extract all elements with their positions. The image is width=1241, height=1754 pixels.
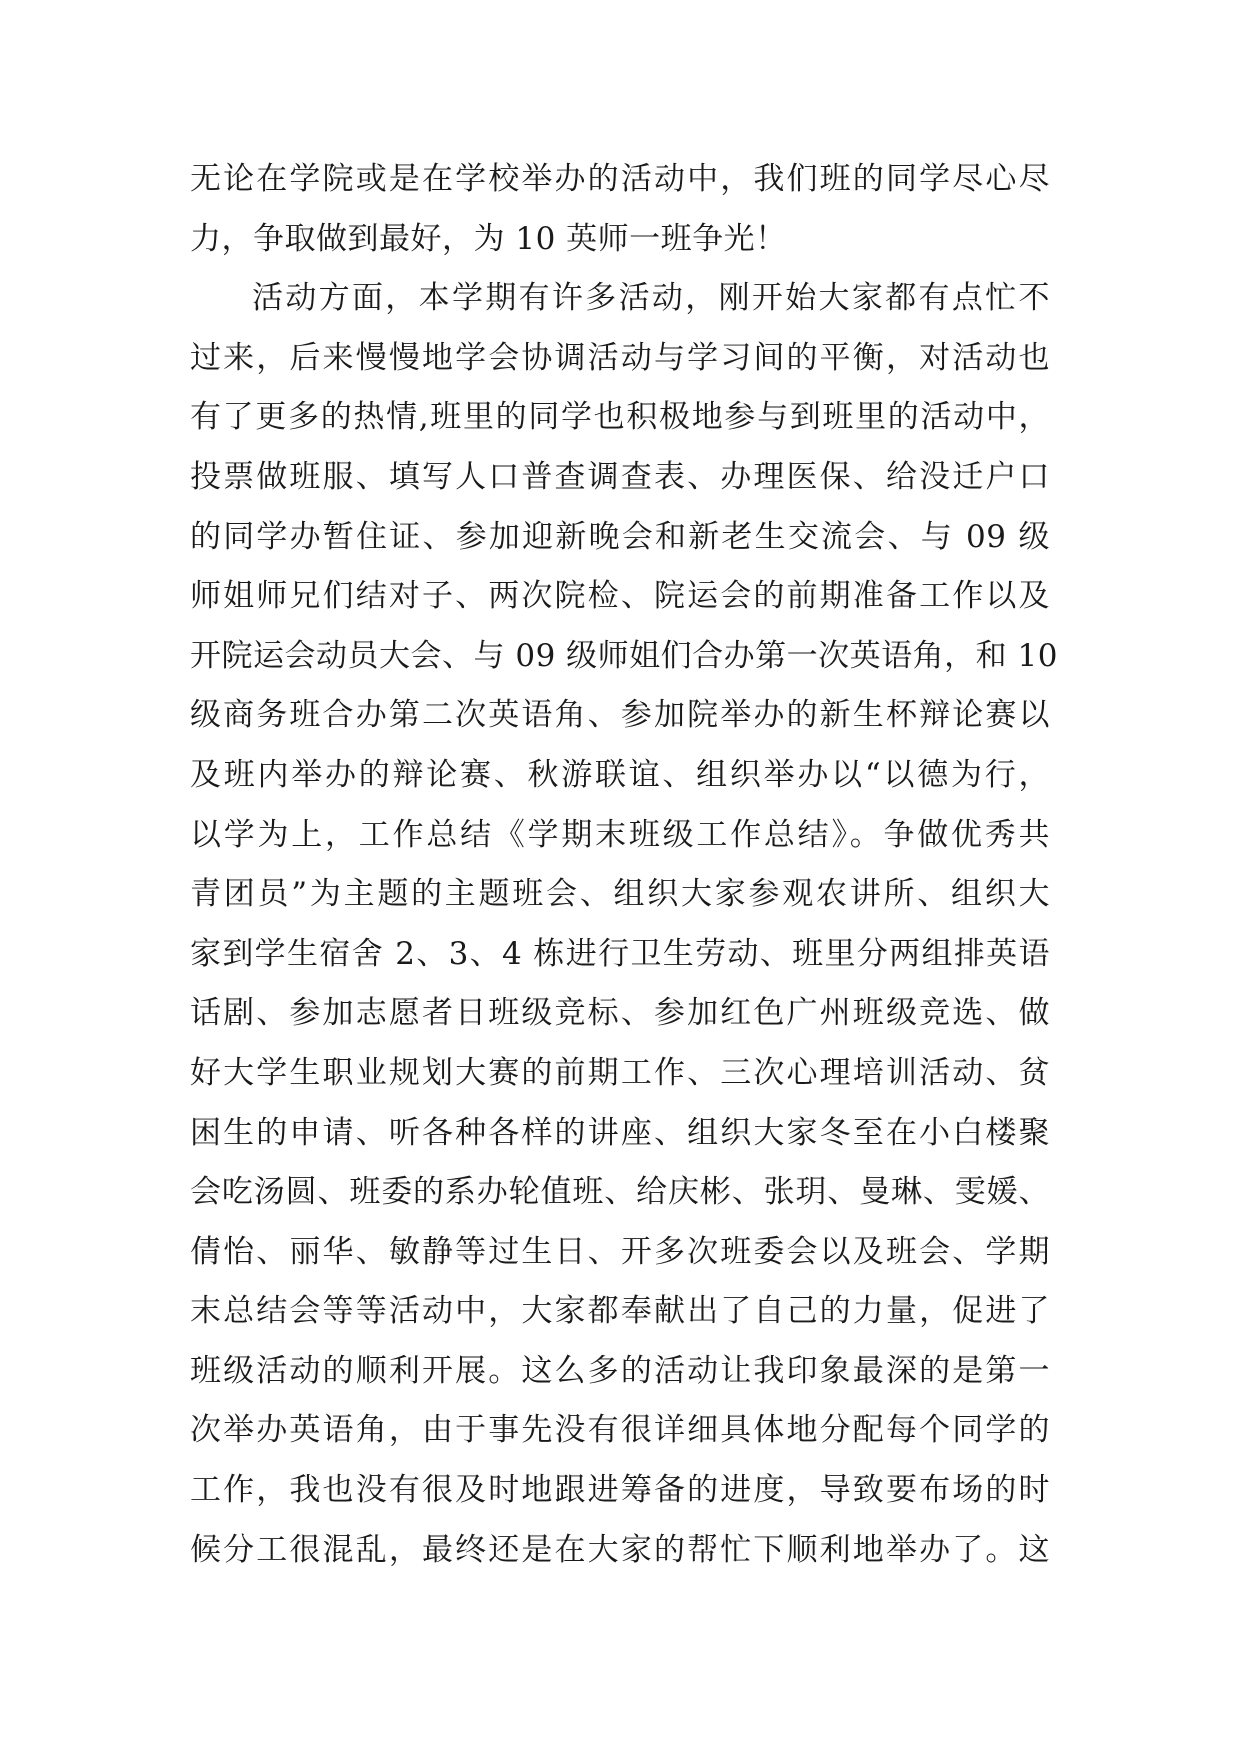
text-line: 青团员”为主题的主题班会、组织大家参观农讲所、组织大 <box>190 876 1050 913</box>
text-line: 家到学生宿舍 2、3、4 栋进行卫生劳动、班里分两组排英语 <box>190 935 1050 972</box>
text-line: 的同学办暂住证、参加迎新晚会和新老生交流会、与 09 级 <box>190 518 1050 555</box>
text-line: 活动方面，本学期有许多活动，刚开始大家都有点忙不 <box>252 280 1050 317</box>
text-line: 工作，我也没有很及时地跟进筹备的进度，导致要布场的时 <box>190 1472 1050 1509</box>
text-line: 及班内举办的辩论赛、秋游联谊、组织举办以“以德为行， <box>190 756 1050 793</box>
text-line: 次举办英语角，由于事先没有很详细具体地分配每个同学的 <box>190 1412 1050 1449</box>
text-line: 末总结会等等活动中，大家都奉献出了自己的力量，促进了 <box>190 1293 1050 1330</box>
text-line: 倩怡、丽华、敏静等过生日、开多次班委会以及班会、学期 <box>190 1233 1050 1270</box>
text-line: 以学为上，工作总结《学期末班级工作总结》。争做优秀共 <box>190 816 1050 853</box>
text-line: 无论在学院或是在学校举办的活动中，我们班的同学尽心尽 <box>190 161 1050 197</box>
text-line: 投票做班服、填写人口普查调查表、办理医保、给没迁户口 <box>190 458 1050 495</box>
text-line: 候分工很混乱，最终还是在大家的帮忙下顺利地举办了。这 <box>190 1531 1050 1568</box>
text-line: 力，争取做到最好，为 10 英师一班争光！ <box>190 220 787 257</box>
text-line: 级商务班合办第二次英语角、参加院举办的新生杯辩论赛以 <box>190 697 1050 734</box>
text-line: 话剧、参加志愿者日班级竞标、参加红色广州班级竞选、做 <box>190 995 1050 1032</box>
text-line: 过来，后来慢慢地学会协调活动与学习间的平衡，对活动也 <box>190 339 1050 376</box>
text-line: 班级活动的顺利开展。这么多的活动让我印象最深的是第一 <box>190 1352 1050 1389</box>
text-line: 有了更多的热情,班里的同学也积极地参与到班里的活动中， <box>190 399 1050 436</box>
text-line: 师姐师兄们结对子、两次院检、院运会的前期准备工作以及 <box>190 578 1050 615</box>
text-line: 会吃汤圆、班委的系办轮值班、给庆彬、张玥、曼琳、雯媛、 <box>190 1174 1050 1211</box>
text-line: 困生的申请、听各种各样的讲座、组织大家冬至在小白楼聚 <box>190 1114 1050 1151</box>
text-line: 好大学生职业规划大赛的前期工作、三次心理培训活动、贫 <box>190 1054 1050 1091</box>
text-line: 开院运会动员大会、与 09 级师姐们合办第一次英语角，和 10 <box>190 637 1058 674</box>
body-text <box>190 150 1058 1580</box>
